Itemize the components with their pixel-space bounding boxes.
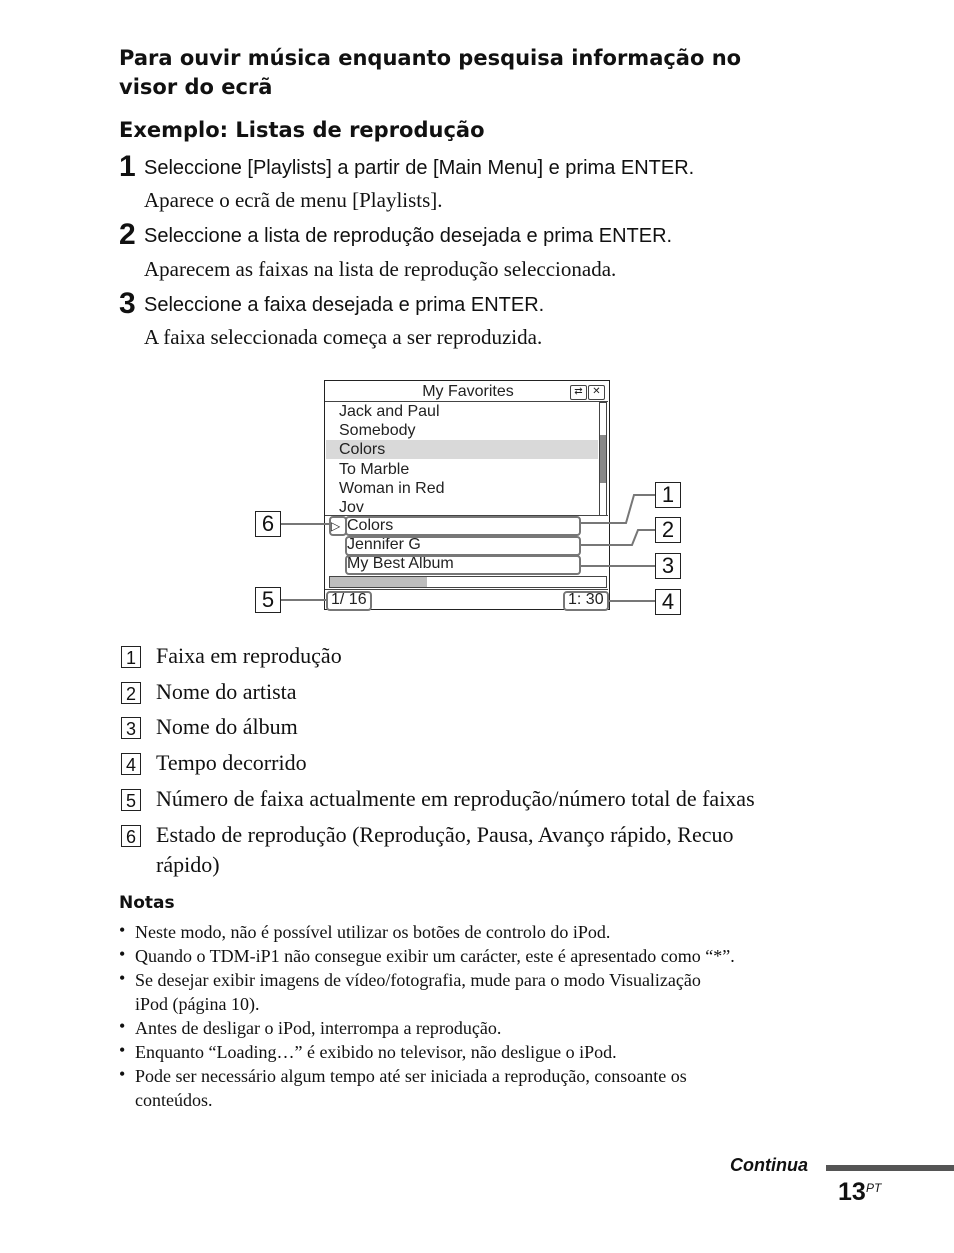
- track-list-item-selected: Colors: [339, 441, 386, 458]
- now-playing-artist: Jennifer G: [347, 536, 421, 553]
- legend-number: 4: [121, 753, 141, 775]
- bullet-icon: •: [119, 944, 126, 964]
- note-item: Neste modo, não é possível utilizar os botões de controlo do iPod.: [135, 922, 611, 942]
- step-result: Aparece o ecrã de menu [Playlists].: [144, 188, 443, 212]
- step-text: Seleccione a faixa desejada e prima ENTER.: [144, 294, 545, 316]
- track-counter: 1/ 16: [331, 591, 367, 608]
- now-playing-track: Colors: [347, 517, 394, 534]
- note-item-continued: iPod (página 10).: [135, 994, 260, 1014]
- legend-number: 1: [121, 646, 141, 668]
- callout-number-6: 6: [255, 511, 281, 537]
- legend-text: Faixa em reprodução: [156, 643, 342, 668]
- step-result: Aparecem as faixas na lista de reprodução seleccionada.: [144, 257, 617, 281]
- legend-number: 5: [121, 789, 141, 811]
- legend-text: Nome do artista: [156, 679, 297, 704]
- track-list-item: Jack and Paul: [339, 403, 440, 420]
- note-item: Enquanto “Loading…” é exibido no televisor, não desligue o iPod.: [135, 1042, 617, 1062]
- elapsed-time: 1: 30: [568, 591, 604, 608]
- continua-bar: [826, 1165, 954, 1171]
- repeat-icon: ⇄: [570, 385, 587, 400]
- track-list-item: Somebody: [339, 422, 416, 439]
- subheading: Exemplo: Listas de reprodução: [119, 118, 485, 142]
- screen-title: My Favorites: [422, 383, 514, 400]
- legend-text: Estado de reprodução (Reprodução, Pausa, Avanço rápido, Recuo: [156, 822, 734, 847]
- step-text: Seleccione a lista de reprodução desejada e prima ENTER.: [144, 225, 673, 247]
- now-playing-album: My Best Album: [347, 555, 454, 572]
- section-heading-line2: visor do ecrã: [119, 75, 273, 99]
- callout-number-5: 5: [255, 587, 281, 613]
- note-item: Quando o TDM-iP1 não consegue exibir um carácter, este é apresentado como “*”.: [135, 946, 735, 966]
- bullet-icon: •: [119, 1040, 126, 1060]
- legend-text-continued: rápido): [156, 852, 220, 877]
- bullet-icon: •: [119, 920, 126, 940]
- track-list-item: To Marble: [339, 461, 410, 478]
- track-list-item: Jov: [339, 499, 364, 516]
- shuffle-icon: ✕: [588, 385, 605, 400]
- page-number-suffix: PT: [866, 1181, 882, 1195]
- step-number: 1: [119, 150, 136, 183]
- bullet-icon: •: [119, 1064, 126, 1084]
- continua-label: Continua: [730, 1155, 808, 1175]
- section-heading-line1: Para ouvir música enquanto pesquisa informação no: [119, 46, 742, 70]
- step-number: 3: [119, 287, 136, 320]
- legend-text: Nome do álbum: [156, 714, 298, 739]
- step-result: A faixa seleccionada começa a ser reproduzida.: [144, 325, 543, 349]
- step-number: 2: [119, 218, 136, 251]
- bullet-icon: •: [119, 1016, 126, 1036]
- legend-text: Tempo decorrido: [156, 750, 307, 775]
- play-triangle-icon: ▷: [331, 519, 341, 533]
- page-number: 13: [838, 1178, 866, 1206]
- legend-number: 6: [121, 825, 141, 847]
- note-item: Pode ser necessário algum tempo até ser iniciada a reprodução, consoante os: [135, 1066, 687, 1086]
- bullet-icon: •: [119, 968, 126, 988]
- track-list-item: Woman in Red: [339, 480, 445, 497]
- callout-number-1: 1: [655, 482, 681, 508]
- note-item: Antes de desligar o iPod, interrompa a reprodução.: [135, 1018, 502, 1038]
- callout-number-4: 4: [655, 589, 681, 615]
- note-item: Se desejar exibir imagens de vídeo/fotografia, mude para o modo Visualização: [135, 970, 701, 990]
- notes-title: Notas: [119, 893, 175, 913]
- legend-text: Número de faixa actualmente em reprodução/número total de faixas: [156, 786, 755, 811]
- legend-number: 2: [121, 682, 141, 704]
- callout-number-2: 2: [655, 517, 681, 543]
- note-item-continued: conteúdos.: [135, 1090, 213, 1110]
- callout-number-3: 3: [655, 553, 681, 579]
- step-text: Seleccione [Playlists] a partir de [Main Menu] e prima ENTER.: [144, 157, 695, 179]
- legend-number: 3: [121, 717, 141, 739]
